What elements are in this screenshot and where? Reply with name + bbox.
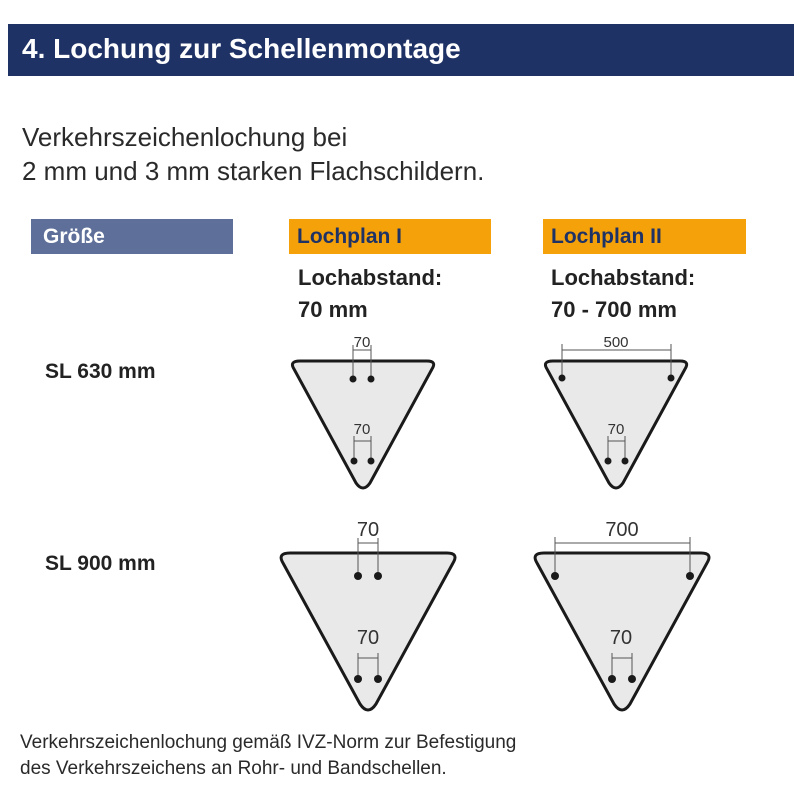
intro-line-2: 2 mm und 3 mm starken Flachschildern.: [22, 156, 485, 186]
dim-label-top: 70: [353, 334, 371, 351]
hole: [354, 572, 362, 580]
hole: [368, 376, 375, 383]
hole: [374, 572, 382, 580]
plan2-spacing-label: Lochabstand:: [551, 265, 696, 290]
footer-line-1: Verkehrszeichenlochung gemäß IVZ-Norm zur Befestigung: [20, 732, 517, 753]
row-label-sl900: SL 900 mm: [45, 552, 156, 575]
sign-sl900-plan2: [535, 519, 709, 710]
sign-sl900-plan1: [281, 519, 455, 710]
hole: [351, 458, 358, 465]
hole: [374, 675, 382, 683]
sign-sl630-plan2: [545, 334, 686, 488]
hole: [551, 572, 559, 580]
plan1-spacing-label: Lochabstand:: [298, 265, 443, 290]
plan1-column-header: Lochplan I: [289, 219, 491, 254]
hole: [559, 375, 566, 382]
sign-sl630-plan1: [292, 334, 433, 488]
hole: [354, 675, 362, 683]
hole: [350, 376, 357, 383]
size-column-header: Größe: [31, 219, 233, 254]
footer-line-2: des Verkehrszeichens an Rohr- und Bandschellen.: [20, 758, 447, 779]
dim-label-bottom: 70: [609, 627, 633, 649]
plan1-spacing-value: 70 mm: [298, 297, 368, 322]
intro-line-1: Verkehrszeichenlochung bei: [22, 122, 348, 152]
row-label-sl630: SL 630 mm: [45, 360, 156, 383]
page-title: 4. Lochung zur Schellenmontage: [22, 33, 461, 64]
dim-label-bottom: 70: [356, 627, 380, 649]
hole: [608, 675, 616, 683]
dim-label-bottom: 70: [353, 421, 371, 438]
dim-label-top: 70: [356, 519, 380, 541]
dim-label-top: 700: [605, 519, 639, 541]
hole: [605, 458, 612, 465]
footer-note: [20, 730, 516, 782]
plan2-spacing-value: 70 - 700 mm: [551, 297, 677, 322]
hole: [622, 458, 629, 465]
hole: [668, 375, 675, 382]
plan2-column-header: Lochplan II: [543, 219, 746, 254]
dim-label-bottom: 70: [607, 421, 625, 438]
dim-label-top: 500: [603, 334, 629, 351]
hole: [368, 458, 375, 465]
hole: [686, 572, 694, 580]
hole: [628, 675, 636, 683]
